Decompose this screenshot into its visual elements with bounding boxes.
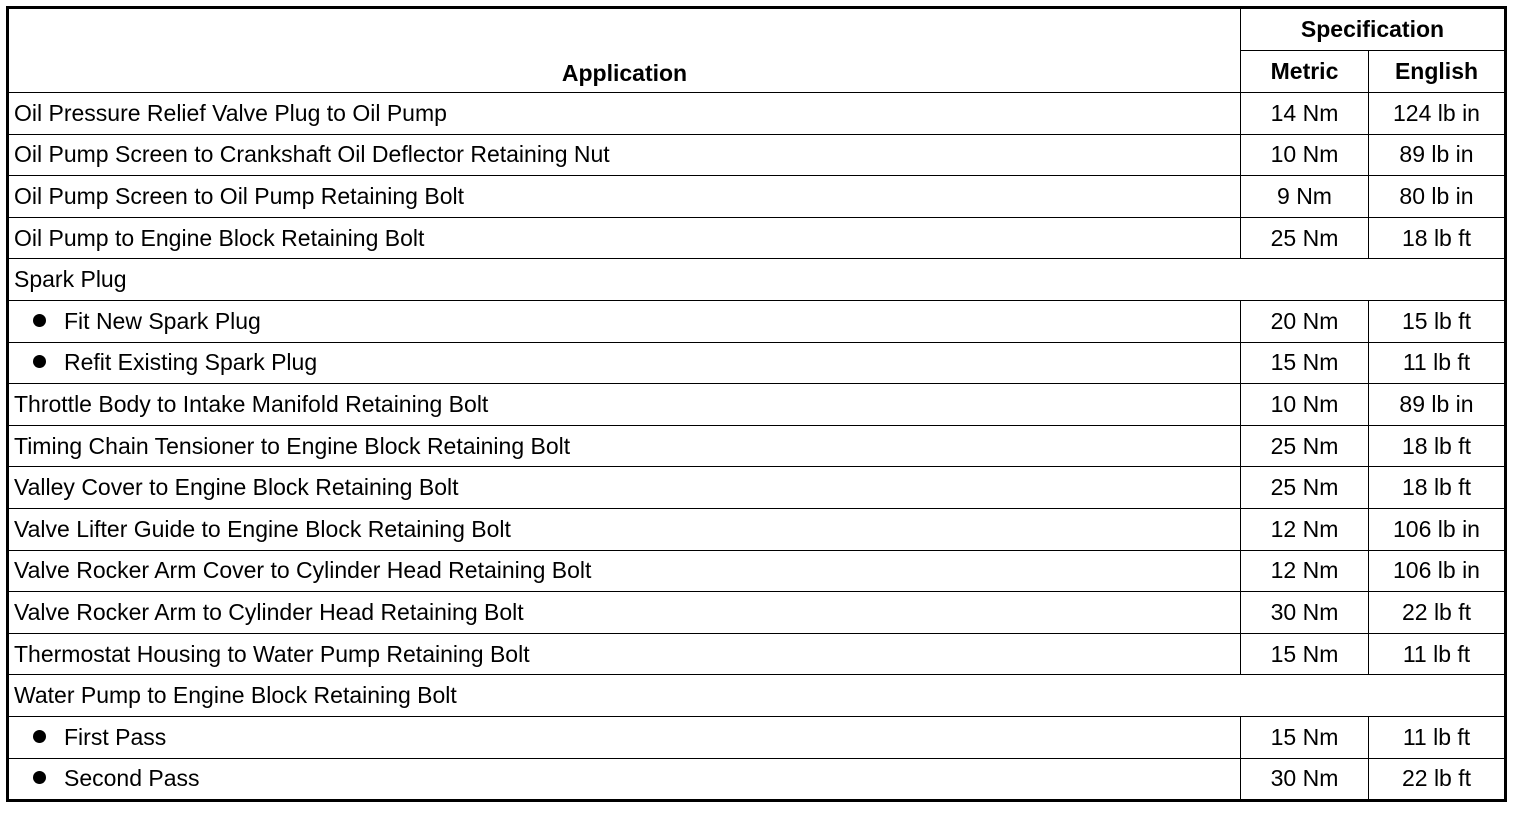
english-cell: 89 lb in (1369, 384, 1506, 426)
group-row (8, 259, 1506, 301)
table-row (8, 758, 1506, 801)
english-column-header: English (1369, 51, 1506, 93)
sub-application-label: Second Pass (64, 765, 200, 792)
table-row (8, 134, 1506, 176)
table-row (8, 425, 1506, 467)
bullet-icon (33, 314, 46, 327)
english-cell: 22 lb ft (1369, 592, 1506, 634)
metric-cell: 14 Nm (1241, 93, 1369, 135)
application-cell: Oil Pressure Relief Valve Plug to Oil Pump (8, 93, 1241, 135)
metric-cell: 25 Nm (1241, 425, 1369, 467)
sub-application-label: Fit New Spark Plug (64, 307, 261, 334)
table-row (8, 300, 1506, 342)
english-cell: 18 lb ft (1369, 467, 1506, 509)
english-cell: 15 lb ft (1369, 300, 1506, 342)
metric-cell: 15 Nm (1241, 342, 1369, 384)
bullet-icon (33, 730, 46, 743)
bullet-icon (33, 355, 46, 368)
metric-cell: 15 Nm (1241, 716, 1369, 758)
sub-application-cell (8, 716, 1241, 758)
sub-application-label: First Pass (64, 723, 167, 750)
sub-application-cell (8, 300, 1241, 342)
metric-cell: 30 Nm (1241, 592, 1369, 634)
english-cell: 22 lb ft (1369, 758, 1506, 801)
table-body (8, 93, 1506, 801)
english-cell: 124 lb in (1369, 93, 1506, 135)
english-cell: 18 lb ft (1369, 425, 1506, 467)
table-row (8, 176, 1506, 218)
group-row (8, 675, 1506, 717)
metric-cell: 20 Nm (1241, 300, 1369, 342)
english-cell: 18 lb ft (1369, 217, 1506, 259)
empty-spec-cell (1241, 259, 1506, 301)
application-column-header: Application (8, 8, 1241, 93)
metric-cell: 12 Nm (1241, 550, 1369, 592)
metric-cell: 25 Nm (1241, 217, 1369, 259)
english-cell: 80 lb in (1369, 176, 1506, 218)
specification-column-header: Specification (1241, 8, 1506, 51)
table-row (8, 550, 1506, 592)
table-row (8, 342, 1506, 384)
table-row (8, 633, 1506, 675)
metric-cell: 10 Nm (1241, 384, 1369, 426)
header-row-top (8, 8, 1506, 51)
table-row (8, 508, 1506, 550)
sub-application-cell (8, 342, 1241, 384)
bullet-icon (33, 771, 46, 784)
fastener-specification-table (6, 6, 1507, 802)
english-cell: 106 lb in (1369, 550, 1506, 592)
group-application-cell: Spark Plug (8, 259, 1241, 301)
application-cell: Oil Pump Screen to Crankshaft Oil Deflector Retaining Nut (8, 134, 1241, 176)
table-row (8, 217, 1506, 259)
application-cell: Timing Chain Tensioner to Engine Block Retaining Bolt (8, 425, 1241, 467)
empty-spec-cell (1241, 675, 1506, 717)
application-cell: Valley Cover to Engine Block Retaining Bolt (8, 467, 1241, 509)
application-cell: Thermostat Housing to Water Pump Retaining Bolt (8, 633, 1241, 675)
table-row (8, 93, 1506, 135)
metric-cell: 9 Nm (1241, 176, 1369, 218)
english-cell: 11 lb ft (1369, 633, 1506, 675)
application-cell: Valve Rocker Arm to Cylinder Head Retaining Bolt (8, 592, 1241, 634)
sub-application-cell (8, 758, 1241, 801)
metric-column-header: Metric (1241, 51, 1369, 93)
table-header (8, 8, 1506, 93)
metric-cell: 15 Nm (1241, 633, 1369, 675)
application-cell: Valve Lifter Guide to Engine Block Retaining Bolt (8, 508, 1241, 550)
table-row (8, 592, 1506, 634)
application-cell: Oil Pump to Engine Block Retaining Bolt (8, 217, 1241, 259)
group-application-cell: Water Pump to Engine Block Retaining Bolt (8, 675, 1241, 717)
metric-cell: 25 Nm (1241, 467, 1369, 509)
sub-application-label: Refit Existing Spark Plug (64, 349, 318, 376)
metric-cell: 12 Nm (1241, 508, 1369, 550)
english-cell: 89 lb in (1369, 134, 1506, 176)
application-cell: Oil Pump Screen to Oil Pump Retaining Bolt (8, 176, 1241, 218)
application-cell: Throttle Body to Intake Manifold Retaining Bolt (8, 384, 1241, 426)
table-row (8, 384, 1506, 426)
table-row (8, 716, 1506, 758)
metric-cell: 30 Nm (1241, 758, 1369, 801)
english-cell: 11 lb ft (1369, 716, 1506, 758)
metric-cell: 10 Nm (1241, 134, 1369, 176)
application-cell: Valve Rocker Arm Cover to Cylinder Head Retaining Bolt (8, 550, 1241, 592)
english-cell: 11 lb ft (1369, 342, 1506, 384)
english-cell: 106 lb in (1369, 508, 1506, 550)
table-row (8, 467, 1506, 509)
